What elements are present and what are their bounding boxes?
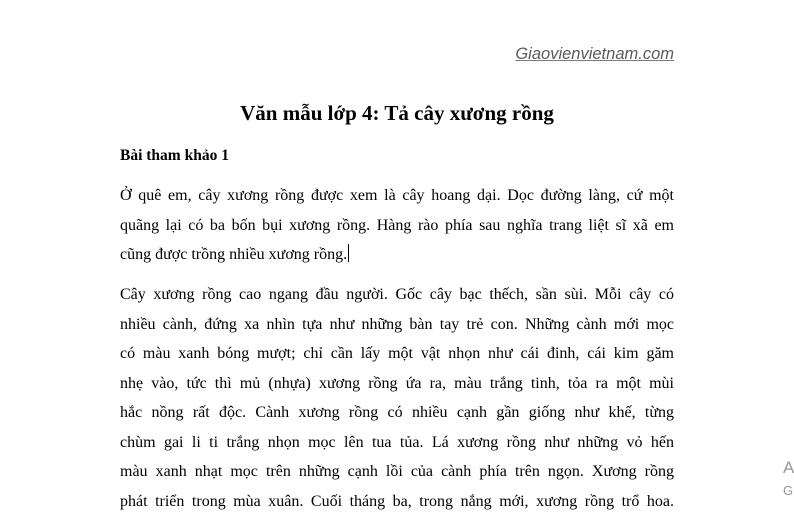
section-subheading: Bài tham khảo 1	[120, 147, 229, 165]
paragraph-line: cũng được trồng nhiều xương rồng.	[120, 246, 347, 263]
paragraph-line: màu xanh nhạt mọc trên những cạnh lồi của cành phía trên ngọn. Xương rồng	[120, 457, 674, 487]
paragraph-line: phát triển trong mùa xuân. Cuối tháng ba, trong nắng mới, xương rồng trổ hoa.	[120, 487, 674, 516]
paragraph-line-with-caret	[120, 240, 674, 270]
paragraph-2[interactable]	[120, 280, 674, 516]
document-title: Văn mẫu lớp 4: Tả cây xương rồng	[120, 101, 674, 126]
paragraph-1[interactable]	[120, 181, 674, 270]
paragraph-line: nhẹ vào, tức thì mủ (nhựa) xương rồng ứa ra, màu trắng tinh, tỏa ra một mùi	[120, 369, 674, 399]
side-hint-text: G	[783, 483, 793, 498]
paragraph-line: quãng lại có ba bốn bụi xương rồng. Hàng rào phía sau nghĩa trang liệt sĩ xã em	[120, 211, 674, 241]
paragraph-line: nhiều cành, đứng xa nhìn tựa như những bàn tay trẻ con. Những cành mới mọc	[120, 310, 674, 340]
paragraph-line: Ở quê em, cây xương rồng được xem là cây hoang dại. Dọc đường làng, cứ một	[120, 181, 674, 211]
text-cursor	[348, 244, 349, 262]
site-watermark[interactable]: Giaovienvietnam.com	[515, 45, 674, 64]
paragraph-line: Cây xương rồng cao ngang đầu người. Gốc cây bạc thếch, sần sùi. Mỗi cây có	[120, 280, 674, 310]
paragraph-line: chùm gai li ti trắng nhọn mọc lên tua tủa. Lá xương rồng như những vỏ hến	[120, 428, 674, 458]
side-hint-text: A	[783, 458, 794, 478]
paragraph-line: có màu xanh bóng mượt; chỉ cần lấy một vật nhọn như cái đinh, cái kim găm	[120, 339, 674, 369]
paragraph-line: hắc nồng rất độc. Cành xương rồng có nhiều cạnh gần giống như khế, từng	[120, 398, 674, 428]
